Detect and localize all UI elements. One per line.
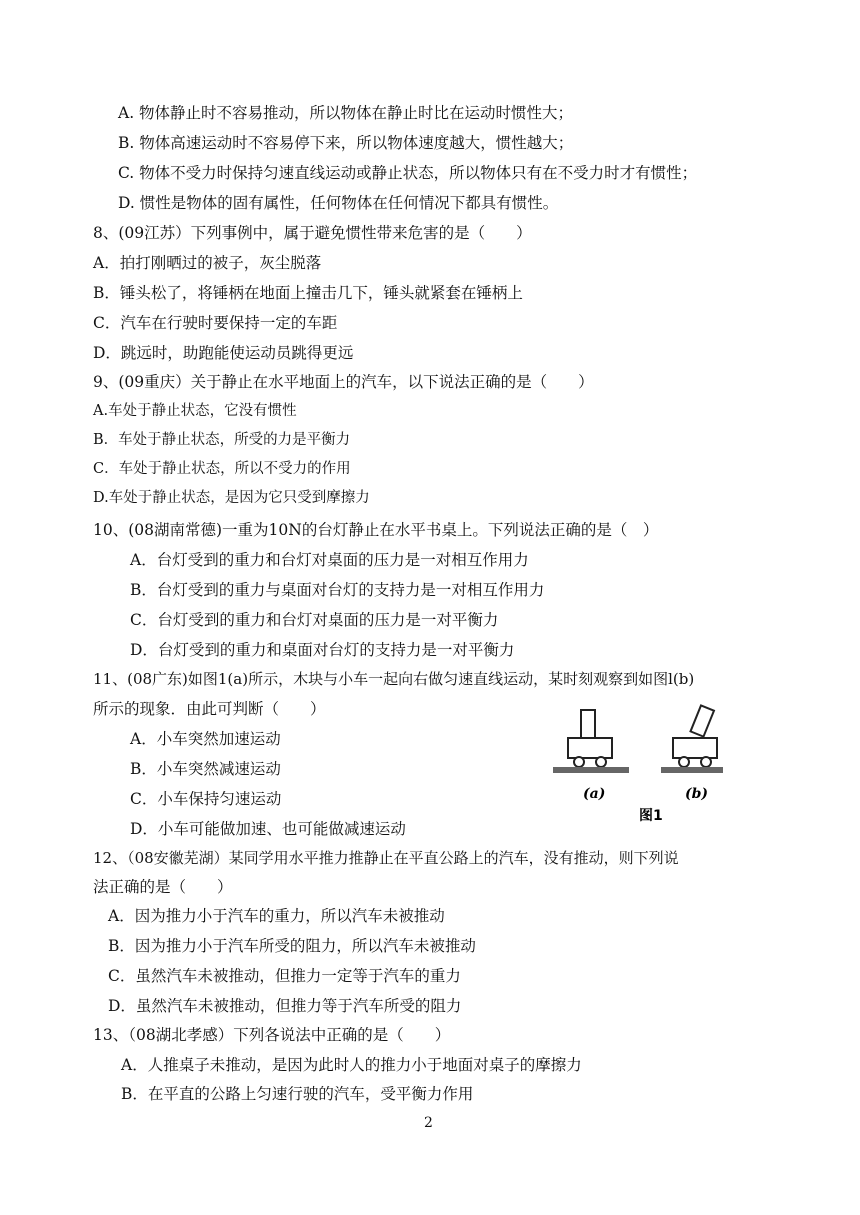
figure-1-cart-diagram bbox=[553, 700, 723, 830]
q11-option-a: A．小车突然加速运动 bbox=[130, 730, 281, 748]
figure-label-a: (a) bbox=[583, 786, 606, 802]
q9-option-a: A.车处于静止状态，它没有惯性 bbox=[93, 403, 297, 419]
figure-caption: 图1 bbox=[639, 808, 663, 824]
q13-option-b: B．在平直的公路上匀速行驶的汽车，受平衡力作用 bbox=[121, 1085, 474, 1103]
q7-option-b: B. 物体高速运动时不容易停下来，所以物体速度越大，惯性越大； bbox=[118, 134, 574, 152]
q10-option-c: C．台灯受到的重力和台灯对桌面的压力是一对平衡力 bbox=[130, 611, 499, 629]
q8-stem: 8、(09江苏）下列事例中，属于避免惯性带来危害的是（ ） bbox=[93, 224, 532, 242]
q11-option-d: D．小车可能做加速、也可能做减速运动 bbox=[130, 820, 406, 838]
figure-label-b: (b) bbox=[685, 786, 709, 802]
q8-option-a: A．拍打刚晒过的被子，灰尘脱落 bbox=[93, 254, 322, 272]
q10-option-d: D．台灯受到的重力和桌面对台灯的支持力是一对平衡力 bbox=[130, 641, 515, 659]
q12-option-d: D．虽然汽车未被推动，但推力等于汽车所受的阻力 bbox=[108, 997, 462, 1015]
q12-stem-line1: 12、（08安徽芜湖）某同学用水平推力推静止在平直公路上的汽车，没有推动，则下列说 bbox=[93, 849, 679, 867]
q7-option-d: D. 惯性是物体的固有属性，任何物体在任何情况下都具有惯性。 bbox=[118, 194, 559, 212]
q11-option-b: B．小车突然减速运动 bbox=[130, 760, 281, 778]
q9-stem: 9、(09重庆）关于静止在水平地面上的汽车，以下说法正确的是（ ） bbox=[93, 373, 594, 391]
q7-option-c: C. 物体不受力时保持匀速直线运动或静止状态，所以物体只有在不受力时才有惯性； bbox=[118, 164, 698, 182]
q11-stem-line1: 11、(08广东)如图1(a)所示，木块与小车一起向右做匀速直线运动，某时刻观察到如图l(b) bbox=[93, 670, 695, 688]
figure-b-cart bbox=[661, 705, 723, 773]
q8-option-b: B．锤头松了，将锤柄在地面上撞击几下，锤头就紧套在锤柄上 bbox=[93, 284, 523, 302]
q11-stem-line2: 所示的现象．由此可判断（ ） bbox=[93, 700, 326, 718]
q10-stem: 10、(08湖南常德)一重为10N的台灯静止在水平书桌上。下列说法正确的是（ ） bbox=[93, 521, 659, 539]
q12-option-b: B．因为推力小于汽车所受的阻力，所以汽车未被推动 bbox=[108, 937, 476, 955]
q13-stem: 13、（08湖北孝感）下列各说法中正确的是（ ） bbox=[93, 1026, 451, 1044]
q8-option-c: C．汽车在行驶时要保持一定的车距 bbox=[93, 314, 338, 332]
q12-option-a: A．因为推力小于汽车的重力，所以汽车未被推动 bbox=[108, 907, 445, 925]
q11-option-c: C．小车保持匀速运动 bbox=[130, 790, 282, 808]
q10-option-a: A．台灯受到的重力和台灯对桌面的压力是一对相互作用力 bbox=[130, 551, 529, 569]
page-number: 2 bbox=[424, 1115, 433, 1131]
q7-option-a: A. 物体静止时不容易推动，所以物体在静止时比在运动时惯性大； bbox=[118, 104, 574, 122]
q9-option-c: C．车处于静止状态，所以不受力的作用 bbox=[93, 461, 351, 477]
q12-option-c: C．虽然汽车未被推动，但推力一定等于汽车的重力 bbox=[108, 967, 461, 985]
figure-a-cart bbox=[553, 710, 629, 773]
q12-stem-line2: 法正确的是（ ） bbox=[93, 878, 233, 896]
q9-option-b: B．车处于静止状态，所受的力是平衡力 bbox=[93, 432, 351, 448]
q13-option-a: A．人推桌子未推动，是因为此时人的推力小于地面对桌子的摩擦力 bbox=[121, 1056, 582, 1074]
q9-option-d: D.车处于静止状态，是因为它只受到摩擦力 bbox=[93, 490, 370, 506]
q10-option-b: B．台灯受到的重力与桌面对台灯的支持力是一对相互作用力 bbox=[130, 581, 545, 599]
q8-option-d: D．跳远时，助跑能使运动员跳得更远 bbox=[93, 344, 354, 362]
